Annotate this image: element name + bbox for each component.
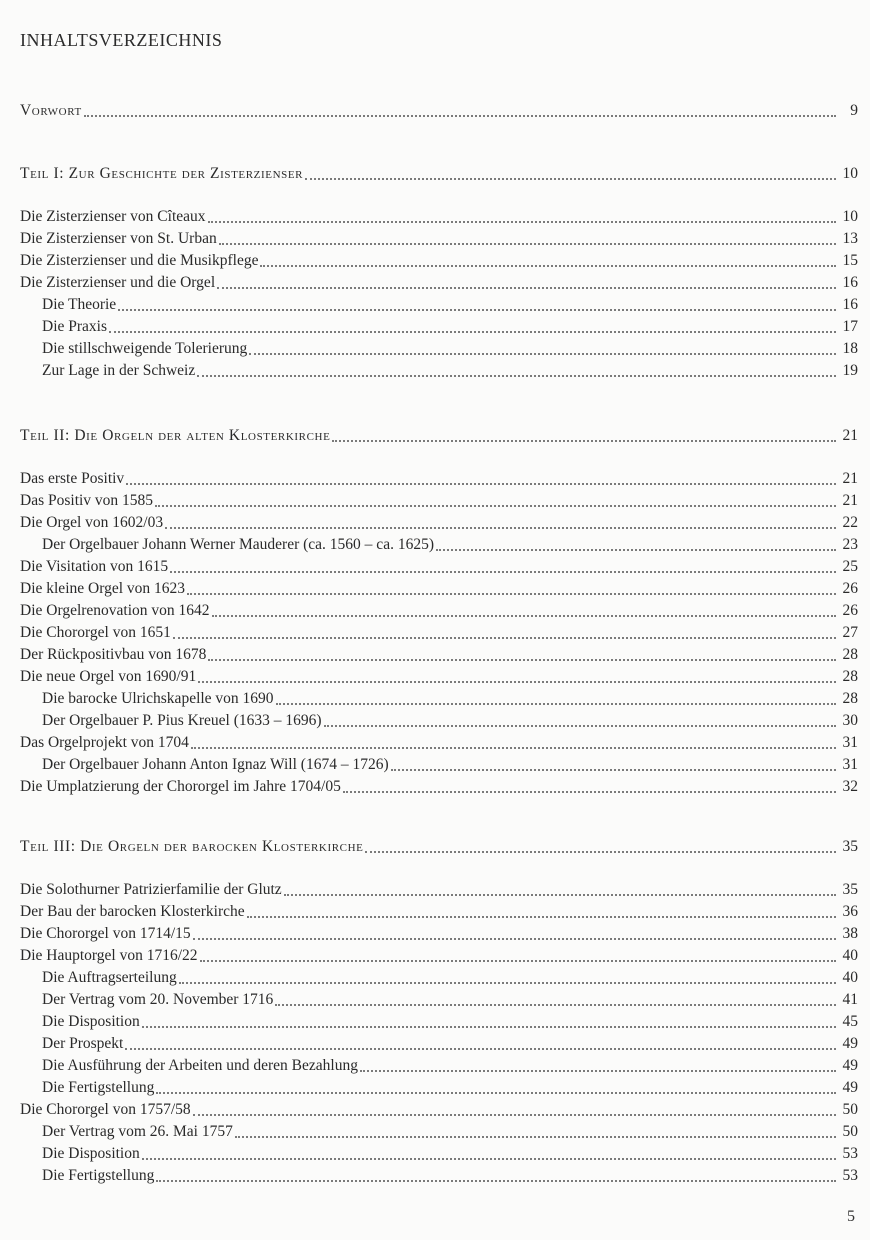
toc-entry-title: Die neue Orgel von 1690/91 xyxy=(20,668,197,685)
dot-leader xyxy=(126,483,836,485)
dot-leader xyxy=(324,725,836,727)
toc-page-number: 16 xyxy=(842,296,858,313)
dot-leader xyxy=(156,1092,836,1094)
toc-page-number: 15 xyxy=(842,252,858,269)
toc-entry-title: Der Bau der barocken Klosterkirche xyxy=(20,903,245,920)
toc-entry-title: Die Orgelrenovation von 1642 xyxy=(20,602,210,619)
toc-page-number: 25 xyxy=(842,558,858,575)
toc-page-number: 49 xyxy=(842,1079,858,1096)
toc-entry-row xyxy=(20,965,858,987)
toc-entry-title: Der Vertrag vom 20. November 1716 xyxy=(42,991,274,1008)
toc-entry-row xyxy=(20,358,858,380)
toc-entry-title: Der Vertrag vom 26. Mai 1757 xyxy=(42,1123,233,1140)
dot-leader xyxy=(170,571,836,573)
toc-entry-row xyxy=(20,1009,858,1031)
toc-page-number: 19 xyxy=(842,362,858,379)
toc-entry-row xyxy=(20,488,858,510)
toc-entry-row xyxy=(20,1097,858,1119)
toc-entry-row xyxy=(20,899,858,921)
toc-page-number: 53 xyxy=(842,1167,858,1184)
dot-leader xyxy=(260,265,836,267)
toc-entry-title: Die Orgel von 1602/03 xyxy=(20,514,164,531)
toc-entry-title: Die Auftragserteilung xyxy=(42,969,177,986)
toc-entry-row xyxy=(20,292,858,314)
toc-entry-title: Das Orgelprojekt von 1704 xyxy=(20,734,189,751)
toc-entry-row xyxy=(20,1163,858,1185)
toc-entry-title: Die Chororgel von 1714/15 xyxy=(20,925,191,942)
toc-entry-title: Die Hauptorgel von 1716/22 xyxy=(20,947,198,964)
toc-entry-title: Der Prospekt xyxy=(42,1035,124,1052)
toc-entry-row xyxy=(20,226,858,248)
dot-leader xyxy=(247,916,836,918)
toc-entry-row xyxy=(20,664,858,686)
dot-leader xyxy=(208,221,836,223)
dot-leader xyxy=(217,287,836,289)
toc-page-number: 31 xyxy=(842,734,858,751)
dot-leader xyxy=(343,791,836,793)
toc-page-number: 28 xyxy=(842,690,858,707)
dot-leader xyxy=(276,703,836,705)
toc-page-number: 30 xyxy=(842,712,858,729)
toc-page-number: 26 xyxy=(842,602,858,619)
dot-leader xyxy=(156,1180,836,1182)
toc-entry-title: Teil I: Zur Geschichte der Zisterzienser xyxy=(20,165,304,182)
toc-page-number: 10 xyxy=(842,208,858,225)
dot-leader xyxy=(84,115,836,117)
toc-entry-row xyxy=(20,314,858,336)
dot-leader xyxy=(332,440,836,442)
toc-entry-title: Die Zisterzienser von Cîteaux xyxy=(20,208,206,225)
toc-page-number: 53 xyxy=(842,1145,858,1162)
toc-entry-row xyxy=(20,730,858,752)
toc-entry-title: Die Fertigstellung xyxy=(42,1079,155,1096)
toc-page-number: 22 xyxy=(842,514,858,531)
dot-leader xyxy=(391,769,836,771)
toc-entry-row xyxy=(20,774,858,796)
toc-entry-row xyxy=(20,270,858,292)
toc-entry-row xyxy=(20,987,858,1009)
toc-page-number: 50 xyxy=(842,1123,858,1140)
toc-entry-title: Die Solothurner Patrizierfamilie der Glutz xyxy=(20,881,282,898)
toc-page-number: 38 xyxy=(842,925,858,942)
toc-entry-row xyxy=(20,336,858,358)
dot-leader xyxy=(365,851,836,853)
toc-entry-title: Die Zisterzienser von St. Urban xyxy=(20,230,217,247)
toc-page-number: 45 xyxy=(842,1013,858,1030)
dot-leader xyxy=(193,938,836,940)
dot-leader xyxy=(200,960,836,962)
toc-section-row xyxy=(20,161,858,183)
toc-entry-row xyxy=(20,943,858,965)
toc-entry-title: Das erste Positiv xyxy=(20,470,125,487)
toc-page-number: 32 xyxy=(842,778,858,795)
toc-entry-title: Die Zisterzienser und die Musikpflege xyxy=(20,252,259,269)
toc-page-number: 31 xyxy=(842,756,858,773)
toc-entry-row xyxy=(20,204,858,226)
page-number: 5 xyxy=(847,1208,855,1225)
dot-leader xyxy=(198,681,836,683)
toc-entry-row xyxy=(20,248,858,270)
toc-entry-row xyxy=(20,598,858,620)
dot-leader xyxy=(125,1048,836,1050)
toc-page-number: 49 xyxy=(842,1035,858,1052)
dot-leader xyxy=(155,505,836,507)
toc-entry-title: Der Orgelbauer Johann Anton Ignaz Will (1674 – 1726) xyxy=(42,756,389,773)
toc-entry-title: Die barocke Ulrichskapelle von 1690 xyxy=(42,690,274,707)
toc-page-number: 26 xyxy=(842,580,858,597)
toc-section-row xyxy=(20,834,858,856)
toc-entry-title: Die Fertigstellung xyxy=(42,1167,155,1184)
dot-leader xyxy=(191,747,836,749)
toc-page-number: 28 xyxy=(842,646,858,663)
toc-entry-row xyxy=(20,752,858,774)
dot-leader xyxy=(219,243,836,245)
toc-entry-title: Die Chororgel von 1757/58 xyxy=(20,1101,191,1118)
toc-entry-row xyxy=(20,620,858,642)
toc-entry-title: Der Rückpositivbau von 1678 xyxy=(20,646,207,663)
dot-leader xyxy=(305,178,836,180)
dot-leader xyxy=(197,375,836,377)
toc-page-number: 36 xyxy=(842,903,858,920)
toc-page-number: 40 xyxy=(842,947,858,964)
toc-page-number: 28 xyxy=(842,668,858,685)
toc-page-number: 18 xyxy=(842,340,858,357)
dot-leader xyxy=(187,593,836,595)
toc-page-number: 40 xyxy=(842,969,858,986)
toc-page-number: 41 xyxy=(842,991,858,1008)
toc-entry-title: Die Umplatzierung der Chororgel im Jahre 1704/05 xyxy=(20,778,341,795)
toc-entry-row xyxy=(20,686,858,708)
toc-page-number: 23 xyxy=(842,536,858,553)
toc-page-number: 27 xyxy=(842,624,858,641)
toc-page-number: 16 xyxy=(842,274,858,291)
toc-entry-row xyxy=(20,708,858,730)
toc-page-number: 35 xyxy=(842,838,858,855)
toc-entry-title: Die Ausführung der Arbeiten und deren Bezahlung xyxy=(42,1057,358,1074)
toc-entry-title: Teil III: Die Orgeln der barocken Klosterkirche xyxy=(20,838,364,855)
toc-page-number: 21 xyxy=(842,470,858,487)
toc-entry-title: Die Chororgel von 1651 xyxy=(20,624,171,641)
toc-entry-row xyxy=(20,877,858,899)
toc-entry-title: Das Positiv von 1585 xyxy=(20,492,154,509)
dot-leader xyxy=(118,309,836,311)
toc-entry-row xyxy=(20,1075,858,1097)
toc-page-number: 10 xyxy=(842,165,858,182)
dot-leader xyxy=(173,637,836,639)
toc-entry-title: Vorwort xyxy=(20,102,82,119)
page-title: INHALTSVERZEICHNIS xyxy=(20,30,223,50)
toc-entry-title: Die Visitation von 1615 xyxy=(20,558,169,575)
toc-page-number: 17 xyxy=(842,318,858,335)
toc-entry-row xyxy=(20,1141,858,1163)
toc-entry-row xyxy=(20,1031,858,1053)
dot-leader xyxy=(212,615,836,617)
toc-entry-title: Der Orgelbauer P. Pius Kreuel (1633 – 1696) xyxy=(42,712,322,729)
toc-entry-title: Die kleine Orgel von 1623 xyxy=(20,580,186,597)
toc-entry-row xyxy=(20,554,858,576)
toc-entry-title: Teil II: Die Orgeln der alten Klosterkirche xyxy=(20,427,331,444)
toc-entry-row xyxy=(20,532,858,554)
toc-page-number: 9 xyxy=(850,102,858,119)
dot-leader xyxy=(284,894,836,896)
toc-page-number: 35 xyxy=(842,881,858,898)
toc-page-number: 50 xyxy=(842,1101,858,1118)
dot-leader xyxy=(208,659,836,661)
dot-leader xyxy=(109,331,836,333)
dot-leader xyxy=(179,982,836,984)
toc-page-number: 21 xyxy=(842,492,858,509)
toc-entry-title: Die Theorie xyxy=(42,296,117,313)
toc-entry-title: Die Disposition xyxy=(42,1013,140,1030)
dot-leader xyxy=(275,1004,836,1006)
toc-page-number: 49 xyxy=(842,1057,858,1074)
toc-entry-row xyxy=(20,1053,858,1075)
toc-entry-title: Die stillschweigende Tolerierung xyxy=(42,340,248,357)
toc-entry-title: Die Disposition xyxy=(42,1145,140,1162)
dot-leader xyxy=(165,527,836,529)
dot-leader xyxy=(360,1070,836,1072)
dot-leader xyxy=(142,1158,836,1160)
toc-section-row xyxy=(20,423,858,445)
toc-entry-row xyxy=(20,642,858,664)
toc-entry-row xyxy=(20,1119,858,1141)
toc-entry-title: Die Zisterzienser und die Orgel xyxy=(20,274,216,291)
dot-leader xyxy=(235,1136,836,1138)
toc-page-number: 21 xyxy=(842,427,858,444)
toc-entry-row xyxy=(20,510,858,532)
dot-leader xyxy=(193,1114,836,1116)
toc-entry-title: Zur Lage in der Schweiz xyxy=(42,362,196,379)
toc-entry-row xyxy=(20,921,858,943)
toc-entry-title: Die Praxis xyxy=(42,318,108,335)
dot-leader xyxy=(142,1026,836,1028)
toc-page-number: 13 xyxy=(842,230,858,247)
toc-entry-row xyxy=(20,576,858,598)
dot-leader xyxy=(249,353,836,355)
dot-leader xyxy=(436,549,836,551)
toc-section-row xyxy=(20,98,858,120)
toc-entry-row xyxy=(20,466,858,488)
toc-entry-title: Der Orgelbauer Johann Werner Mauderer (ca. 1560 – ca. 1625) xyxy=(42,536,434,553)
